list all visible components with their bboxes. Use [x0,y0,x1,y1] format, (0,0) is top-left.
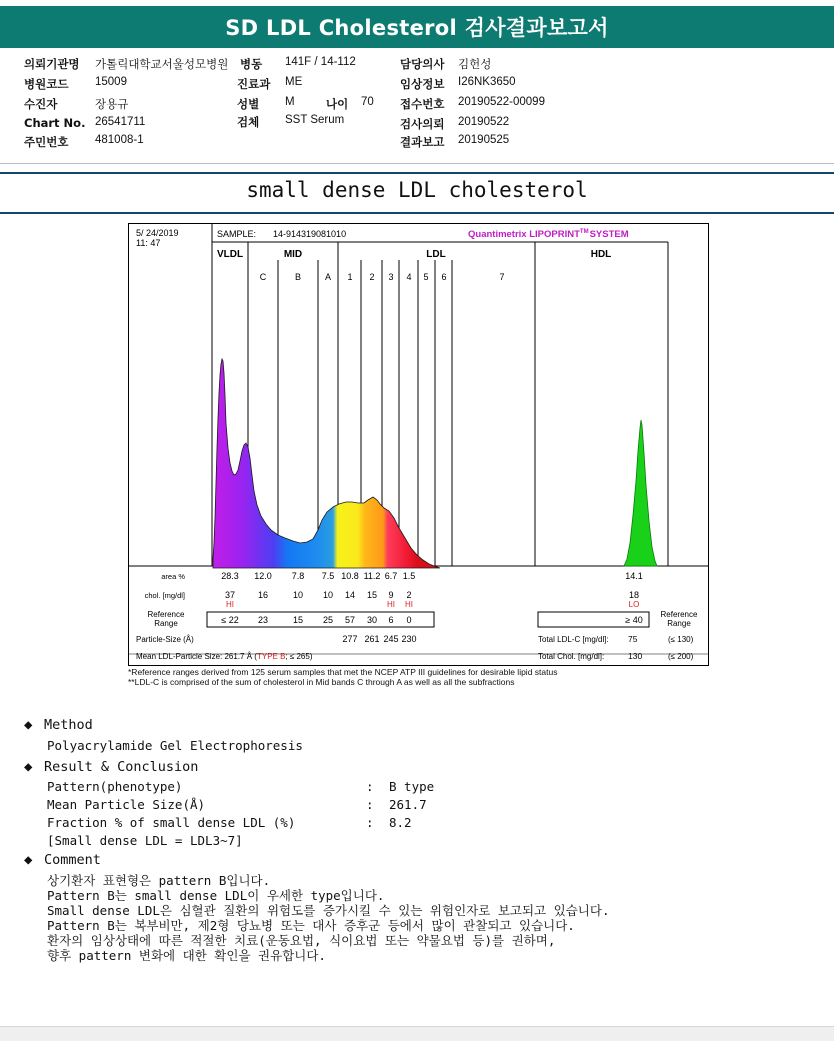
reference-value: 30 [366,615,378,625]
chol-value-hdl: 18 [628,590,640,600]
comment-heading [24,852,101,868]
area-value: 28.3 [221,571,239,581]
chol-label: chol. [mg/dl] [144,591,185,600]
result-heading [24,759,198,775]
comment-line: 향후 pattern 변화에 대한 확인을 권유합니다. [47,948,326,963]
group-label-hdl: HDL [590,249,612,260]
sex-label: 성별 [237,97,260,111]
flag-lo: LO [628,600,640,609]
reference-value-hdl: ≥ 40 [625,615,643,625]
comment-line: Small dense LDL은 심혈관 질환의 위험도를 증가시킬 수 있는 위험인자로 보고되고 있습니다. [47,903,610,918]
system-name: Quantimetrix LIPOPRINT™SYSTEM [468,229,629,240]
band-label: 7 [499,272,505,282]
institution-value: 가톨릭대학교서울성모병원 [95,59,229,71]
band-label: C [259,272,267,282]
dept-value: ME [285,76,303,88]
small-dense-note: [Small dense LDL = LDL3~7] [47,833,243,848]
total-ldl-value: 75 [628,634,638,644]
comment-line: 상기환자 표현형은 pattern B입니다. [47,873,271,888]
total-ldl-label: Total LDL-C [mg/dl]: [538,635,609,644]
reference-value: ≤ 22 [221,615,239,625]
chol-value: 15 [366,590,378,600]
age-label: 나이 [326,97,349,111]
band-label: 4 [406,272,412,282]
area-label: area % [161,572,185,581]
hospital-code-value: 15009 [95,76,127,88]
particle-size-value: 245 [383,634,399,644]
mean-size-value: 261.7 [389,797,427,812]
resident-no-label: 주민번호 [24,135,69,149]
area-value: 6.7 [384,571,398,581]
area-value: 12.0 [254,571,272,581]
receipt-no-value: 20190522-00099 [458,96,545,108]
diamond-bullet-icon: ◆ [24,852,33,868]
area-value: 7.8 [291,571,305,581]
band-label: 3 [388,272,394,282]
band-label: A [324,272,332,282]
pattern-label: Pattern(phenotype) [47,779,183,794]
particle-size-value: 277 [342,634,358,644]
report-date: 5/ 24/2019 [136,228,179,238]
chol-value: 10 [322,590,334,600]
method-text: Polyacrylamide Gel Electrophoresis [47,738,303,753]
examinee-label: 수진자 [24,97,58,111]
reference-value: 15 [292,615,304,625]
report-title: SD LDL Cholesterol 검사결과보고서 [225,16,609,40]
pattern-value: B type [389,779,435,794]
specimen-value: SST Serum [285,114,345,126]
result-heading-text: Result & Conclusion [44,759,199,775]
flag-hi: HI [405,600,413,609]
reference-value: 23 [257,615,269,625]
reference-label: Reference [147,610,185,619]
total-ldl-range: (≤ 130) [668,635,694,644]
particle-size-value: 230 [401,634,417,644]
method-heading [24,717,93,733]
clinical-info-label: 임상정보 [400,77,445,91]
ward-value: 141F / 14-112 [285,56,356,68]
fraction-value: 8.2 [389,815,412,830]
area-value: 1.5 [402,571,416,581]
chol-value: 2 [406,590,412,600]
particle-size-label: Particle-Size (Å) [136,635,194,644]
hospital-code-label: 병원코드 [24,77,69,91]
fraction-label: Fraction % of small dense LDL (%) [47,815,296,830]
divider [0,172,834,174]
divider [0,212,834,214]
comment-line: Pattern B는 복부비만, 제2형 당뇨병 또는 대사 증후군 등에서 많이 관찰되고 있습니다. [47,918,575,933]
institution-label: 의뢰기관명 [24,57,80,71]
patient-info-block [0,56,834,156]
chol-value: 10 [292,590,304,600]
lipoprint-report [128,223,709,666]
band-label: 5 [423,272,429,282]
colon: : [366,797,374,812]
sample-label: SAMPLE: [217,229,257,239]
examinee-value: 장용규 [95,99,129,111]
band-label: B [294,272,302,282]
mean-size-line: Mean LDL-Particle Size: 261.7 Å (TYPE B; ≤ 265) [136,652,313,661]
chart-no-value: 26541711 [95,116,146,128]
diamond-bullet-icon: ◆ [24,759,33,775]
result-report-value: 20190525 [458,134,510,146]
receipt-no-label: 접수번호 [400,97,445,111]
band-label: 2 [369,272,375,282]
reference-label: Range [667,619,691,628]
lipoprint-figure [128,223,709,666]
window-bottom-bar [0,1026,834,1041]
reference-value: 57 [344,615,356,625]
report-title-bar [0,6,834,48]
resident-no-value: 481008-1 [95,134,144,146]
band-label: 1 [347,272,353,282]
section-subtitle: small dense LDL cholesterol [246,178,588,202]
group-label-vldl: VLDL [216,249,244,260]
age-value: 70 [361,96,374,108]
colon: : [366,779,374,794]
area-value: 10.8 [341,571,359,581]
specimen-label: 검체 [237,115,260,129]
ward-label: 병동 [240,57,263,71]
sex-value: M [285,96,295,108]
total-chol-range: (≤ 200) [668,652,694,661]
reference-value: 25 [322,615,334,625]
chol-value: 14 [344,590,356,600]
reference-value: 6 [388,615,394,625]
chol-value: 16 [257,590,269,600]
chol-value: 37 [224,590,236,600]
doctor-label: 담당의사 [400,57,445,71]
footnote-reference: *Reference ranges derived from 125 serum samples that met the NCEP ATP III guidelines for desirable lipid status [128,667,558,677]
comment-line: Pattern B는 small dense LDL이 우세한 type입니다. [47,888,385,903]
reference-label: Reference [660,610,698,619]
test-request-value: 20190522 [458,116,510,128]
flag-hi: HI [226,600,234,609]
dept-label: 진료과 [237,77,271,91]
area-value: 11.2 [363,571,381,581]
footnote-ldl: **LDL-C is comprised of the sum of cholesterol in Mid bands C through A as well as all the subfractions [128,677,515,687]
total-chol-value: 130 [628,651,643,661]
group-label-ldl: LDL [426,249,446,260]
group-label-mid: MID [283,249,303,260]
band-label: 6 [441,272,447,282]
comment-line: 환자의 임상상태에 따른 적절한 치료(운동요법, 식이요법 또는 약물요법 등)를 권하며, [47,933,556,948]
diamond-bullet-icon: ◆ [24,717,33,733]
mean-size-label: Mean Particle Size(Å) [47,797,206,812]
total-chol-label: Total Chol. [mg/dl]: [538,652,605,661]
chart-no-label: Chart No. [24,116,86,130]
doctor-value: 김헌성 [458,59,492,71]
reference-value: 0 [406,615,412,625]
area-value-hdl: 14.1 [625,571,643,581]
method-heading-text: Method [44,717,93,733]
test-request-label: 검사의뢰 [400,117,445,131]
particle-size-value: 261 [364,634,380,644]
colon: : [366,815,374,830]
comment-heading-text: Comment [44,852,101,868]
chol-value: 9 [388,590,394,600]
sample-value: 14-914319081010 [273,229,347,239]
divider [0,163,834,164]
reference-label: Range [154,619,178,628]
clinical-info-value: I26NK3650 [458,76,516,88]
report-time: 11: 47 [136,238,161,248]
result-report-label: 결과보고 [400,135,445,149]
flag-hi: HI [387,600,395,609]
area-value: 7.5 [321,571,335,581]
